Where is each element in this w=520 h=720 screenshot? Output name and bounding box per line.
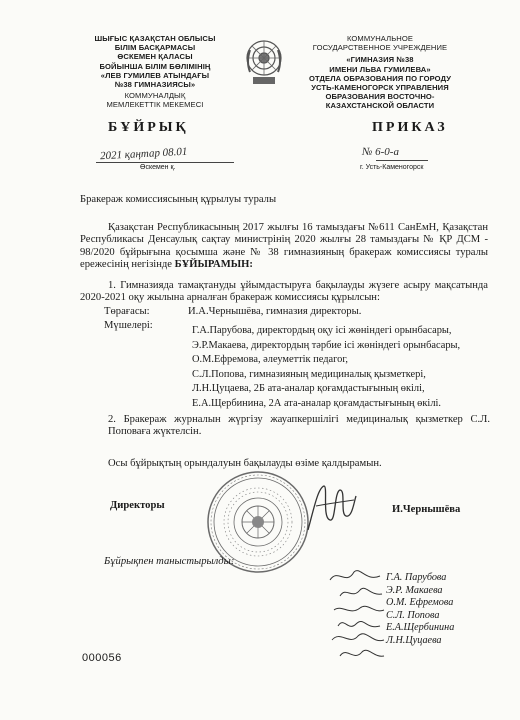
order-title-ru: ПРИКАЗ [372,120,448,135]
order-number: № 6-0-а [362,146,399,158]
chair-value: И.А.Чернышёва, гимназия директоры. [188,306,362,317]
header-left-line: БІЛІМ БАСҚАРМАСЫ [114,43,196,53]
header-right-line: КАЗАХСТАНСКОЙ ОБЛАСТИ [325,101,435,111]
member-item: О.М.Ефремова, әлеуметтік педагог, [192,354,348,366]
members-label: Мүшелері: [104,320,153,331]
acquainted-name: Л.Н.Цуцаева [386,634,442,646]
acquainted-name: Э.Р. Макаева [386,584,443,596]
director-signature-icon [300,478,360,538]
header-right-line: ОТДЕЛА ОБРАЗОВАНИЯ ПО ГОРОДУ [308,73,452,83]
header-left-line: ШЫҒЫС ҚАЗАҚСТАН ОБЛЫСЫ [94,34,216,43]
header-right-line: «ГИМНАЗИЯ №38 [346,55,414,65]
acquainted-signatures-icon [320,566,390,670]
intro-paragraph [80,222,488,272]
order-title-kz: БҰЙРЫҚ [108,120,189,135]
acquainted-name: О.М. Ефремова [386,597,454,609]
header-right-line: УСТЬ-КАМЕНОГОРСК УПРАВЛЕНИЯ [311,83,449,93]
header-left-sub: МЕМЛЕКЕТТІК МЕКЕМЕСІ [106,100,204,110]
member-item: Л.Н.Цуцаева, 2Б ата-аналар қоғамдастығының өкілі, [192,383,425,395]
order-date: 2021 қаңтар 08.01 [99,145,188,163]
header-left-line: «ЛЕВ ГУМИЛЕВ АТЫНДАҒЫ [100,70,210,80]
order-verb: БҰЙЫРАМЫН: [174,259,253,271]
number-underline [376,160,428,161]
header-right-top: КОММУНАЛЬНОЕ [346,34,414,43]
date-underline [96,162,234,163]
acquainted-name: Е.А.Щербинина [386,622,455,634]
acquainted-names [386,572,454,648]
member-item: Г.А.Парубова, директордың оқу ісі жөніндегі орынбасары, [192,325,452,336]
city-ru: г. Усть-Каменогорск [360,164,424,171]
members-list [192,324,460,412]
acquainted-label: Бұйрықпен таныстырылды: [104,556,235,567]
state-emblem-icon [244,32,284,90]
acquainted-name: С.Л. Попова [386,609,440,621]
header-right [292,34,468,111]
header-right-top: ГОСУДАРСТВЕННОЕ УЧРЕЖДЕНИЕ [312,43,448,53]
header-right-line: ОБРАЗОВАНИЯ ВОСТОЧНО- [325,92,435,102]
header-left-line: БОЙЫНША БІЛІМ БӨЛІМІНІҢ [99,61,211,71]
control-paragraph: Осы бұйрықтың орындалуын бақылауды өзіме қалдырамын. [108,458,382,469]
document-subject: Бракераж комиссиясының құрылуы туралы [80,194,277,205]
signature-title: Директоры [110,500,165,511]
item-1: 1. Гимназияда тамақтануды ұйымдастыруға бақылауды жүзеге асыру мақсатында 2020-2021 оқу жылына арналған бракераж комиссиясы құрылсын: [80,280,488,304]
signature-name: И.Чернышёва [392,504,461,515]
chair-label: Төрағасы: [104,306,150,317]
acquainted-name: Г.А. Парубова [386,572,447,583]
header-right-line: ИМЕНИ ЛЬВА ГУМИЛЕВА» [329,64,431,74]
header-left-line: №38 ГИМНАЗИЯСЫ» [114,80,196,90]
footer-number: 000056 [82,652,122,664]
header-left-sub: КОММУНАЛДЫҚ [124,91,186,101]
item-2: 2. Бракераж журналын жүргізу жауапкершілігі медициналық қызметкер С.Л. Поповаға жүктелсін. [108,414,490,438]
member-item: Е.А.Щербинина, 2А ата-аналар қоғамдастығының өкілі. [192,397,441,409]
intro-text: Қазақстан Республикасының 2017 жылғы 16 тамыздағы №611 СанЕмН, Қазақстан Республикасы Денсаулық сақтау министрінің 2020 жылғы 28 тамыздағы № ҚР ДСМ - 98/2020 бұйрығына қосымша және № 38 гимназияның бракераж комиссиясы туралы ережесінің негізінде [80,222,488,271]
member-item: С.Л.Попова, гимназияның медициналық қызметкері, [192,368,426,380]
city-kz: Өскемен қ. [140,164,176,171]
header-left-line: ӨСКЕМЕН ҚАЛАСЫ [117,52,193,62]
member-item: Э.Р.Макаева, директордың тәрбие ісі жөніндегі орынбасары, [192,339,461,351]
header-left [70,34,240,110]
